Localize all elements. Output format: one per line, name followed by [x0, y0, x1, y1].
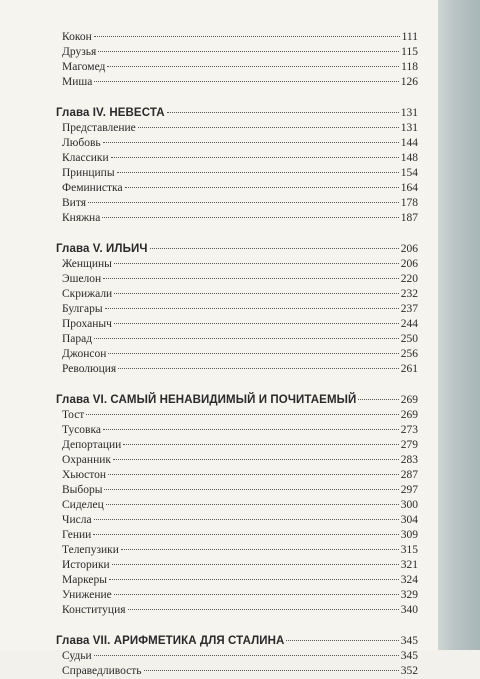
page-number: 329 — [400, 589, 418, 601]
entry-title: Конституция — [62, 604, 126, 616]
toc-entry — [56, 257, 418, 272]
toc-entry — [56, 573, 418, 588]
toc-entry — [56, 528, 418, 543]
entry-title: Гении — [62, 529, 92, 541]
toc-entry — [56, 468, 418, 483]
toc-entry — [56, 211, 418, 226]
page-number: 244 — [400, 318, 418, 330]
toc-entry — [56, 332, 418, 347]
entry-title: Феминистка — [62, 182, 123, 194]
page-number: 300 — [400, 499, 418, 511]
dot-leader — [114, 593, 399, 595]
dot-leader — [94, 337, 399, 339]
page-number: 261 — [400, 363, 418, 375]
table-of-contents — [56, 30, 418, 679]
entry-title: Кокон — [62, 31, 92, 43]
page-number: 126 — [400, 76, 418, 88]
toc-entry — [56, 483, 418, 498]
dot-leader — [123, 443, 398, 445]
entry-title: Охранник — [62, 454, 111, 466]
dot-leader — [94, 80, 398, 82]
page-number: 115 — [401, 46, 418, 58]
toc-entry — [56, 302, 418, 317]
toc-entry — [56, 196, 418, 211]
entry-title: Витя — [62, 197, 86, 209]
entry-title: Судьи — [62, 650, 92, 662]
page-number: 206 — [400, 243, 418, 255]
dot-leader — [286, 639, 398, 641]
dot-leader — [104, 488, 398, 490]
dot-leader — [128, 608, 399, 610]
entry-title: Княжна — [62, 212, 101, 224]
entry-title: Булгары — [62, 303, 103, 315]
dot-leader — [94, 35, 400, 37]
dot-leader — [117, 171, 399, 173]
dot-leader — [94, 518, 399, 520]
dot-leader — [121, 548, 399, 550]
page-number: 187 — [400, 212, 418, 224]
dot-leader — [167, 111, 399, 113]
dot-leader — [114, 262, 399, 264]
page-number: 324 — [400, 574, 418, 586]
dot-leader — [114, 292, 399, 294]
dot-leader — [93, 533, 398, 535]
dot-leader — [105, 307, 399, 309]
toc-entry — [56, 558, 418, 573]
toc-entry — [56, 438, 418, 453]
dot-leader — [103, 141, 399, 143]
entry-title: Унижение — [62, 589, 112, 601]
chapter-title: Глава IV. НЕВЕСТА — [56, 107, 165, 119]
dot-leader — [125, 186, 399, 188]
toc-entry — [56, 287, 418, 302]
dot-leader — [106, 503, 399, 505]
toc-entry — [56, 166, 418, 181]
page-number: 131 — [400, 122, 418, 134]
entry-title: Классики — [62, 152, 109, 164]
page-number: 345 — [400, 635, 418, 647]
chapter-title: Глава V. ИЛЬИЧ — [56, 243, 148, 255]
dot-leader — [144, 669, 399, 671]
toc-entry — [56, 513, 418, 528]
toc-entry — [56, 408, 418, 423]
entry-title: Проханыч — [62, 318, 112, 330]
chapter-title: Глава VI. САМЫЙ НЕНАВИДИМЫЙ И ПОЧИТАЕМЫЙ — [56, 394, 357, 406]
page-number: 144 — [400, 137, 418, 149]
toc-entry — [56, 603, 418, 618]
entry-title: Сиделец — [62, 499, 104, 511]
page-number: 178 — [400, 197, 418, 209]
dot-leader — [103, 277, 399, 279]
page-number: 345 — [400, 650, 418, 662]
dot-leader — [108, 473, 399, 475]
toc-entry — [56, 121, 418, 136]
dot-leader — [111, 156, 399, 158]
dot-leader — [88, 201, 399, 203]
dot-leader — [150, 247, 399, 249]
dot-leader — [118, 367, 399, 369]
toc-entry — [56, 272, 418, 287]
entry-title: Принципы — [62, 167, 115, 179]
page-number: 279 — [400, 439, 418, 451]
toc-entry — [56, 60, 418, 75]
page-number: 340 — [400, 604, 418, 616]
entry-title: Депортации — [62, 439, 122, 451]
toc-entry — [56, 498, 418, 513]
entry-title: Друзья — [62, 46, 97, 58]
toc-entry — [56, 362, 418, 377]
page-number: 287 — [400, 469, 418, 481]
entry-title: Магомед — [62, 61, 106, 73]
page-number: 283 — [400, 454, 418, 466]
toc-chapter-heading — [56, 634, 418, 649]
entry-title: Историки — [62, 559, 110, 571]
dot-leader — [107, 65, 399, 67]
toc-chapter-heading — [56, 106, 418, 121]
page-number: 269 — [400, 409, 418, 421]
dot-leader — [98, 50, 399, 52]
toc-entry — [56, 453, 418, 468]
toc-entry — [56, 543, 418, 558]
entry-title: Любовь — [62, 137, 101, 149]
page-number: 352 — [400, 665, 418, 677]
toc-entry — [56, 317, 418, 332]
entry-title: Справедливость — [62, 665, 142, 677]
dot-leader — [138, 126, 399, 128]
entry-title: Парад — [62, 333, 93, 345]
dot-leader — [113, 458, 399, 460]
entry-title: Скрижали — [62, 288, 113, 300]
toc-entry — [56, 136, 418, 151]
page-number: 118 — [401, 61, 418, 73]
chapter-title: Глава VII. АРИФМЕТИКА ДЛЯ СТАЛИНА — [56, 635, 285, 647]
entry-title: Числа — [62, 514, 92, 526]
entry-title: Миша — [62, 76, 93, 88]
page-number: 232 — [400, 288, 418, 300]
dot-leader — [108, 352, 398, 354]
entry-title: Тост — [62, 409, 85, 421]
page-number: 297 — [400, 484, 418, 496]
page-number: 309 — [400, 529, 418, 541]
page-number: 273 — [400, 424, 418, 436]
page-number: 237 — [400, 303, 418, 315]
toc-entry — [56, 151, 418, 166]
dot-leader — [358, 398, 398, 400]
entry-title: Маркеры — [62, 574, 107, 586]
page-number: 111 — [401, 31, 418, 43]
toc-entry — [56, 649, 418, 664]
toc-entry — [56, 30, 418, 45]
page-number: 256 — [400, 348, 418, 360]
page-number: 315 — [400, 544, 418, 556]
entry-title: Хьюстон — [62, 469, 107, 481]
toc-entry — [56, 45, 418, 60]
page-number: 164 — [400, 182, 418, 194]
page-number: 250 — [400, 333, 418, 345]
dot-leader — [86, 413, 398, 415]
dot-leader — [103, 428, 399, 430]
entry-title: Телепузики — [62, 544, 119, 556]
toc-entry — [56, 664, 418, 679]
dot-leader — [109, 578, 399, 580]
toc-entry — [56, 181, 418, 196]
page-number: 148 — [400, 152, 418, 164]
entry-title: Джонсон — [62, 348, 107, 360]
page-number: 269 — [400, 394, 418, 406]
page-number: 206 — [400, 258, 418, 270]
toc-chapter-heading — [56, 242, 418, 257]
page-number: 131 — [400, 107, 418, 119]
toc-entry — [56, 75, 418, 90]
dot-leader — [114, 322, 399, 324]
entry-title: Представление — [62, 122, 136, 134]
toc-chapter-heading — [56, 393, 418, 408]
book-page-edge — [438, 0, 480, 650]
toc-entry — [56, 588, 418, 603]
entry-title: Женщины — [62, 258, 112, 270]
page-number: 220 — [400, 273, 418, 285]
dot-leader — [94, 654, 399, 656]
dot-leader — [102, 216, 398, 218]
page-number: 321 — [400, 559, 418, 571]
entry-title: Эшелон — [62, 273, 102, 285]
page-number: 154 — [400, 167, 418, 179]
page-number: 304 — [400, 514, 418, 526]
entry-title: Революция — [62, 363, 117, 375]
entry-title: Выборы — [62, 484, 103, 496]
entry-title: Тусовка — [62, 424, 102, 436]
toc-entry — [56, 347, 418, 362]
toc-entry — [56, 423, 418, 438]
dot-leader — [112, 563, 399, 565]
